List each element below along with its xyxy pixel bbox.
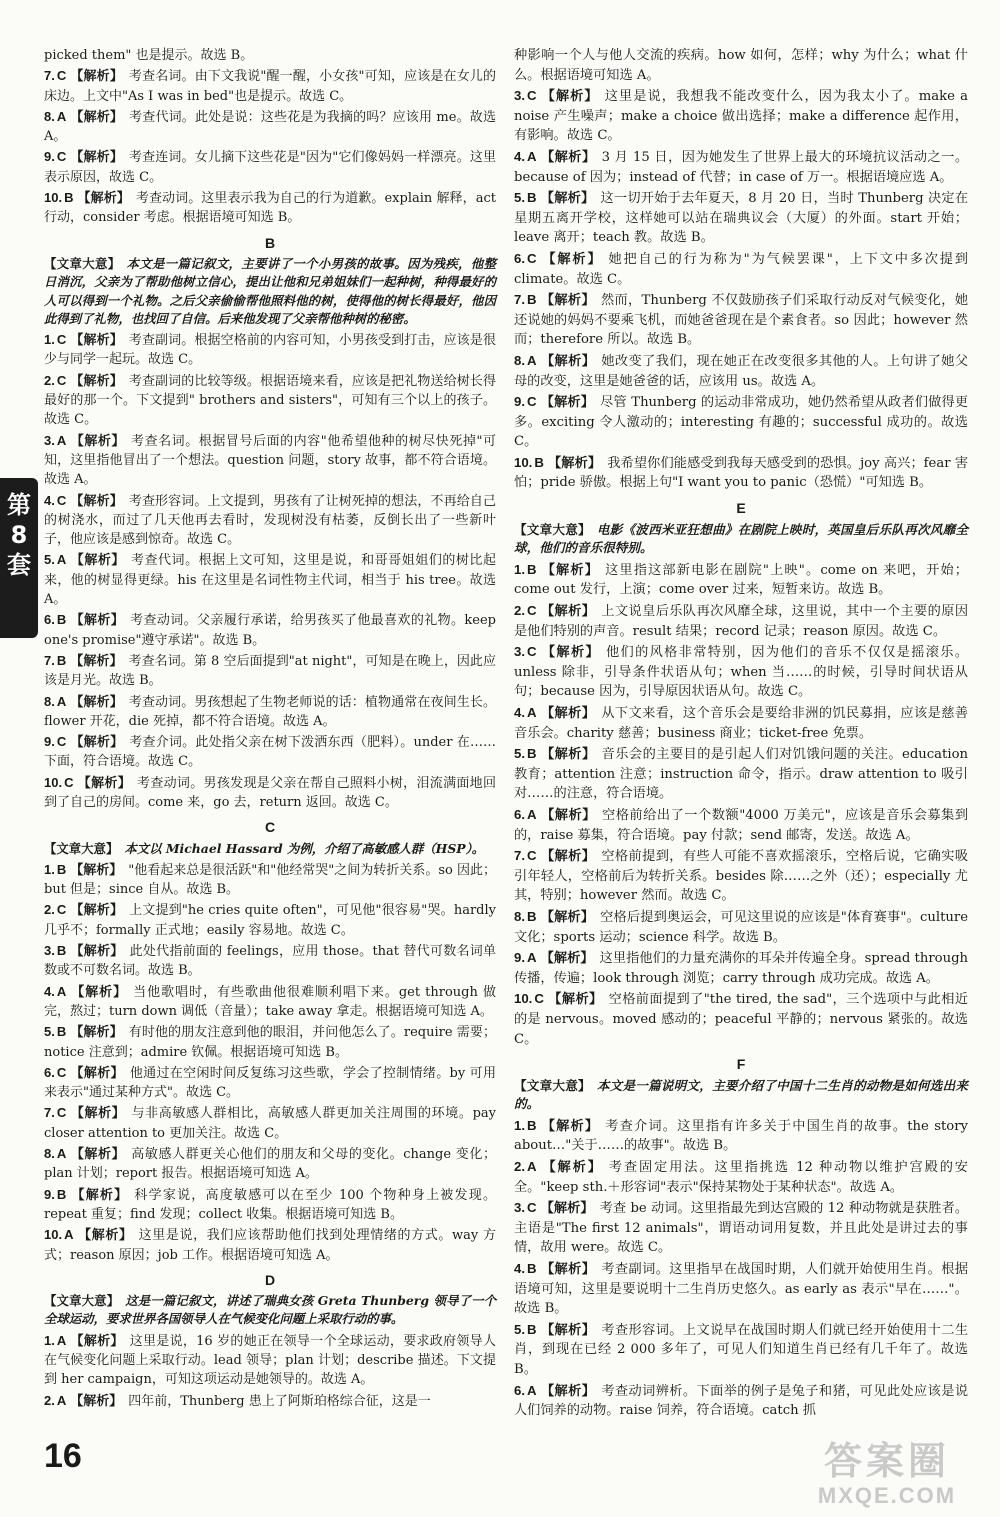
answer-item (514, 703, 968, 743)
analysis-tag: 【解析】 (540, 251, 603, 267)
item-number: 3. (44, 943, 55, 959)
analysis-text: 上文提到"he cries quite often"，可见他"很容易"哭。hardly 几乎不；formally 正式地；easily 容易地。故选 C。 (44, 903, 496, 938)
answer-letter: C (56, 492, 67, 508)
set-char-3: 套 (7, 551, 31, 579)
analysis-tag: 【解析】 (70, 150, 123, 166)
analysis-tag: 【解析】 (70, 694, 123, 710)
summary-text: 这是一篇记叙文，讲述了瑞典女孩 Greta Thunberg 领导了一个全球运动，要求世界各国领导人在气候变化问题上采取行动的事。 (44, 1293, 497, 1327)
article-summary (44, 840, 496, 858)
continued-text: picked them" 也是提示。故选 B。 (44, 48, 254, 63)
answer-letter: C (527, 1200, 537, 1216)
answer-item (514, 642, 968, 702)
article-summary (514, 1077, 968, 1114)
answer-letter: B (527, 1261, 537, 1277)
summary-text: 电影《波西米亚狂想曲》在剧院上映时，英国皇后乐队再次风靡全球，他们的音乐很特别。 (514, 521, 969, 556)
watermark-logo (792, 1440, 982, 1512)
answer-letter: A (56, 1392, 67, 1408)
item-number: 9. (514, 950, 525, 966)
answer-letter: C (56, 734, 67, 750)
answer-item (514, 351, 968, 391)
answer-item (44, 1391, 496, 1411)
item-number: 7. (514, 292, 525, 308)
analysis-tag: 【解析】 (540, 1322, 596, 1338)
summary-text: 本文以 Michael Hassard 为例，介绍了高敏感人群（HSP）。 (124, 840, 485, 856)
item-number: 6. (514, 806, 525, 822)
analysis-tag: 【解析】 (547, 455, 602, 471)
analysis-tag: 【解析】 (70, 944, 124, 960)
analysis-text: 考查动词。男孩发现是父亲在帮自己照料小树，泪流满面地回到了自己的房间。come 来，go 去，return 返回。故选 C。 (44, 775, 496, 810)
section-heading: E (736, 500, 746, 517)
analysis-tag: 【解析】 (70, 333, 123, 349)
analysis-tag: 【解析】 (70, 862, 123, 878)
item-number: 3. (514, 644, 525, 660)
answer-item (514, 86, 968, 146)
answer-letter: B (56, 612, 67, 628)
answer-letter: A (56, 1332, 67, 1348)
analysis-text: 音乐会的主要目的是引起人们对饥饿问题的关注。education 教育；attention 注意；instruction 命令，指示。draw attention to 吸引对……的注意，符合语境。 (514, 747, 968, 802)
analysis-text: 这里是说，我想我不能改变什么，因为我太小了。make a noise 产生噪声；make a choice 做出选择；make a difference 起作用，有影响。故选 C。 (514, 89, 969, 144)
item-number: 4. (44, 492, 55, 508)
analysis-text: 考查固定用法。这里指挑选 12 种动物以维护宫殿的安全。"keep sth.＋形容词"表示"保持某物处于某种状态"。故选 A。 (514, 1160, 968, 1195)
summary-text: 本文是一篇记叙文，主要讲了一个小男孩的故事。因为残疾，他整日消沉，父亲为了帮助他树立信心，提出让他和兄弟姐妹们一起种树，种得最好的人可以得到一个礼物。之后父亲偷偷帮他照料他的树，使得他的树长得最好，他因此得到了礼物，也找回了自信。后来他发现了父亲帮他种树的秘密。 (44, 255, 497, 326)
analysis-tag: 【解析】 (70, 1187, 129, 1203)
item-number: 2. (514, 1159, 525, 1175)
answer-item (44, 330, 496, 370)
analysis-text: 考查名词。第 8 空后面提到"at night"，可知是在晚上，因此应该是月光。故选 B。 (44, 653, 496, 689)
summary-tag: 【文章大意】 (44, 1293, 120, 1309)
answer-item (44, 550, 496, 609)
analysis-text: 考查副词。这里指早在战国时期，人们就开始使用生肖。根据语境可知，这里是要说明十二生肖历史悠久。as early as 表示"早在……"。故选 B。 (514, 1262, 969, 1317)
answer-letter: A (56, 108, 67, 124)
item-number: 1. (44, 1332, 55, 1348)
analysis-text: 考查介词。这里指有许多关于中国生肖的故事。the story about…"关于……的故事"。故选 B。 (514, 1118, 968, 1154)
answer-item (514, 1259, 968, 1319)
analysis-text: 此处代指前面的 feelings，应用 those。that 替代可数名词单数或不可数名词。故选 B。 (44, 944, 496, 979)
answer-item (44, 900, 496, 940)
analysis-text: 考查连词。女儿摘下这些花是"因为"它们像妈妈一样漂亮。这里表示原因，故选 C。 (44, 150, 496, 185)
item-number: 1. (44, 332, 55, 348)
analysis-text: 3 月 15 日，因为她发生了世界上最大的环境抗议活动之一。because of 因为；instead of 代替；in case of 万一。根据语境应选 A。 (514, 149, 969, 185)
item-number: 9. (44, 149, 55, 165)
analysis-text: 考查动词。父亲履行承诺，给男孩买了他最喜欢的礼物。keep one's promise"遵守承诺"。故选 B。 (44, 613, 496, 648)
section-heading: C (264, 819, 276, 836)
answer-item (44, 431, 496, 490)
analysis-tag: 【解析】 (540, 604, 596, 620)
analysis-text: 这里是说，16 岁的她正在领导一个全球运动，要求政府领导人在气候变化问题上采取行动。lead 领导；plan 计划；describe 描述。下文提到 her campaign，可知这项运动是她领导的。故选 A。 (44, 1333, 496, 1388)
answer-letter: C (527, 603, 537, 619)
answer-item (44, 982, 496, 1022)
analysis-tag: 【解析】 (540, 191, 595, 207)
item-number: 8. (514, 908, 525, 924)
analysis-tag: 【解析】 (540, 1262, 596, 1278)
answer-item (514, 989, 968, 1049)
analysis-tag: 【解析】 (547, 992, 603, 1008)
item-number: 8. (44, 693, 55, 709)
answer-letter: C (56, 1064, 67, 1080)
analysis-tag: 【解析】 (77, 191, 130, 207)
answer-letter: A (56, 1146, 67, 1162)
item-number: 9. (514, 394, 525, 410)
item-number: 9. (44, 1186, 55, 1202)
item-number: 9. (44, 734, 55, 750)
analysis-tag: 【解析】 (77, 1228, 133, 1244)
answer-letter: B (527, 292, 537, 308)
answer-item (514, 392, 968, 452)
analysis-text: 空格前提到，有些人可能不喜欢摇滚乐，空格后说，它确实吸引年轻人，空格前后为转折关系。besides 除……之外（还）；especially 尤其，特别；however 然而。故选 C。 (514, 849, 969, 904)
analysis-text: 考查副词的比较等级。根据语境来看，应该是把礼物送给树长得最好的那一个。下文提到" brothers and sisters"，可知有三个以上的孩子。故选 C。 (44, 373, 496, 428)
analysis-text: 考查名词。由下文我说"醒一醒，小女孩"可知，应该是在女儿的床边。上文中"As I was in bed"也是提示。故选 C。 (44, 69, 496, 104)
analysis-text: 当他歌唱时，有些歌曲他很难顺利唱下来。get through 做完，熬过；turn down 调低（音量）；take away 拿走。根据语境可知选 A。 (44, 984, 496, 1019)
answer-letter: C (64, 774, 74, 790)
answer-letter: C (527, 644, 537, 660)
answer-item (44, 1331, 496, 1390)
summary-tag: 【文章大意】 (514, 1077, 591, 1093)
analysis-text: 空格后提到奥运会，可见这里说的应该是"体育赛事"。culture 文化；sports 运动；science 科学。故选 B。 (514, 909, 968, 945)
analysis-tag: 【解析】 (540, 1383, 596, 1399)
analysis-tag: 【解析】 (70, 373, 123, 389)
analysis-text: 考查代词。根据上文可知，这里是说，和哥哥姐姐们的树比起来，他的树显得更绿。his 在这里是名词性物主代词，相当于 his tree。故选 A。 (44, 553, 496, 608)
item-number: 4. (44, 983, 55, 999)
answer-letter: B (64, 190, 74, 206)
analysis-text: 考查动词。男孩想起了生物老师说的话：植物通常在夜间生长。flower 开花，die 死掉，都不符合语境。故选 A。 (44, 694, 496, 729)
answer-letter: B (527, 908, 537, 924)
analysis-tag: 【解析】 (70, 613, 125, 629)
item-number: 3. (44, 432, 55, 448)
answer-item (514, 846, 968, 906)
analysis-text: 这里指这部新电影在剧院"上映"。come on 来吧，开始；come out 发行，上演；come over 过来，短暂来访。故选 B。 (514, 562, 968, 598)
item-number: 5. (44, 1024, 55, 1040)
answer-letter: C (527, 394, 537, 410)
answer-item (514, 188, 968, 248)
analysis-text: 与非高敏感人群相比，高敏感人群更加关注周围的环境。pay closer attention to 更加关注。故选 C。 (44, 1106, 496, 1141)
analysis-tag: 【解析】 (540, 395, 595, 411)
answer-letter: B (527, 561, 537, 577)
set-number-tab (0, 478, 38, 638)
set-char-2: 8 (10, 521, 28, 549)
answer-letter: C (56, 332, 67, 348)
answer-item (514, 744, 968, 804)
item-number: 7. (44, 68, 55, 84)
answer-item (44, 941, 496, 981)
analysis-tag: 【解析】 (70, 553, 125, 569)
item-number: 2. (514, 603, 525, 619)
answer-letter: C (56, 1105, 67, 1121)
item-number: 7. (514, 848, 525, 864)
item-number: 10. (514, 991, 533, 1007)
answer-letter: C (56, 902, 67, 918)
answer-item (44, 651, 496, 691)
answer-item (44, 610, 496, 650)
item-number: 2. (44, 1392, 55, 1408)
answer-letter: B (56, 1024, 67, 1040)
analysis-text: 然而，Thunberg 不仅鼓励孩子们采取行动反对气候变化，她还说她的妈妈不要乘飞机，而她爸爸现在是个素食者。so 因此；however 然而；therefore 所以。故选 B。 (514, 293, 969, 348)
answer-item (514, 147, 968, 187)
answer-letter: B (527, 190, 537, 206)
analysis-text: 高敏感人群更关心他们的朋友和父母的变化。change 变化；plan 计划；report 报告。根据语境可知选 A。 (44, 1147, 496, 1182)
analysis-tag: 【解析】 (540, 1118, 600, 1134)
analysis-text: 上文说皇后乐队再次风靡全球，这里说，其中一个主要的原因是他们特别的声音。result 结果；record 记录；reason 原因。故选 C。 (514, 604, 969, 639)
item-number: 8. (44, 1146, 55, 1162)
answer-letter: A (56, 693, 67, 709)
analysis-tag: 【解析】 (540, 562, 600, 578)
article-summary (44, 1292, 496, 1329)
answer-letter: B (534, 454, 544, 470)
watermark-title: 答案圈 (823, 1441, 950, 1483)
item-number: 1. (514, 1117, 525, 1133)
analysis-text: 这一切开始于去年夏天，8 月 20 日，当时 Thunberg 决定在星期五离开学校，这样她可以站在瑞典议会（大厦）的外面。start 开始；leave 离开；teach 教。故选 B。 (514, 191, 969, 246)
answer-item (514, 948, 968, 988)
answer-item (44, 860, 496, 900)
answer-letter: A (527, 806, 537, 822)
analysis-text: 我希望你们能感受到我每天感受到的恐惧。joy 高兴；fear 害怕；pride 骄傲。根据上句"I want you to panic（恐慌）"可知选 B。 (514, 455, 969, 491)
summary-tag: 【文章大意】 (44, 840, 119, 856)
item-number: 10. (44, 1227, 63, 1243)
answer-item (44, 692, 496, 732)
analysis-text: 从下文来看，这个音乐会是要给非洲的饥民募捐，应该是慈善音乐会。charity 慈善；business 商业；ticket-free 免票。 (514, 706, 969, 741)
analysis-text: 这里指他们的力量充满你的耳朵并传遍全身。spread through 传播，传遍；look through 浏览；carry through 成功完成。故选 A。 (514, 951, 968, 986)
answer-item (514, 560, 968, 600)
analysis-text: 这里是说，我们应该帮助他们找到处理情绪的方式。way 方式；reason 原因；job 工作。根据语境可知选 A。 (44, 1228, 496, 1263)
summary-tag: 【文章大意】 (44, 255, 121, 271)
item-number: 7. (44, 652, 55, 668)
item-number: 2. (44, 902, 55, 918)
item-number: 1. (44, 861, 55, 877)
analysis-tag: 【解析】 (70, 1393, 123, 1409)
analysis-text: 她把自己的行为称为"为气候罢课"，上下文中多次提到 climate。故选 C。 (514, 251, 968, 287)
article-summary (44, 255, 496, 328)
answer-item (514, 907, 968, 947)
answer-item (44, 371, 496, 430)
analysis-text: 他们的风格非常特别，因为他们的音乐不仅仅是摇滚乐。unless 除非，引导条件状语从句；when 当……的时候，引导时间状语从句；because 因为，引导原因状语从句。故选 C。 (514, 645, 969, 700)
analysis-text: 考查名词。根据冒号后面的内容"他希望他种的树尽快死掉"可知，这里指他冒出了一个想法。question 问题，story 故事，都不符合语境。故选 A。 (44, 433, 496, 488)
item-number: 5. (514, 190, 525, 206)
analysis-tag: 【解析】 (70, 1147, 126, 1163)
answer-letter: A (527, 148, 537, 164)
answer-letter: C (56, 149, 67, 165)
analysis-text: 考查动词。这里表示我为自己的行为道歉。explain 解释，act 行动，consider 考虑。根据语境可知选 B。 (44, 191, 496, 226)
answer-letter: A (527, 1159, 537, 1175)
section-heading: B (264, 234, 276, 251)
answer-letter: A (56, 983, 67, 999)
analysis-tag: 【解析】 (540, 149, 596, 165)
analysis-text: 尽管 Thunberg 的运动非常成功，她仍然希望从政者们做得更多。exciting 令人激动的；interesting 有趣的；successful 成功的。故选 C。 (514, 395, 969, 450)
answer-letter: C (527, 88, 537, 104)
analysis-tag: 【解析】 (70, 653, 123, 669)
analysis-text: "他看起来总是很活跃"和"他经常哭"之间为转折关系。so 因此；but 但是；since 自从。故选 B。 (44, 862, 496, 898)
analysis-tag: 【解析】 (70, 1025, 123, 1041)
answer-item (514, 1320, 968, 1380)
answer-letter: B (56, 861, 67, 877)
answer-letter: A (64, 1227, 74, 1243)
item-number: 10. (44, 774, 63, 790)
answer-letter: C (527, 848, 537, 864)
answer-item (44, 1225, 496, 1265)
analysis-tag: 【解析】 (70, 984, 128, 1000)
analysis-tag: 【解析】 (540, 293, 595, 309)
answer-item (514, 601, 968, 641)
analysis-tag: 【解析】 (70, 69, 123, 85)
item-number: 3. (514, 88, 525, 104)
analysis-tag: 【解析】 (70, 433, 126, 449)
analysis-tag: 【解析】 (540, 909, 595, 925)
summary-tag: 【文章大意】 (514, 521, 591, 537)
analysis-text: 考查形容词。上文说早在战国时期人们就已经开始使用十二生肖，到现在已经 2 000 多年了，可见人们知道生肖已经有几千年了。故选 B。 (514, 1322, 969, 1377)
analysis-text: 科学家说，高度敏感可以在至少 100 个物种身上被发现。repeat 重复；find 发现；collect 收集。根据语境可知选 B。 (44, 1187, 496, 1222)
answer-letter: B (527, 1321, 537, 1337)
answer-item (514, 290, 968, 350)
item-number: 1. (514, 561, 525, 577)
analysis-tag: 【解析】 (540, 89, 599, 105)
page-number: 16 (44, 1437, 82, 1475)
answer-letter: B (56, 1186, 67, 1202)
answer-item (44, 1063, 496, 1103)
answer-item (44, 107, 496, 147)
answer-item (44, 1103, 496, 1143)
answer-item (44, 1022, 496, 1062)
answer-item (514, 1157, 968, 1197)
analysis-tag: 【解析】 (540, 747, 596, 763)
answer-item (44, 188, 496, 228)
answer-item (44, 1144, 496, 1184)
answer-letter: B (527, 1117, 537, 1133)
answer-letter: A (527, 950, 537, 966)
answer-item (44, 147, 496, 187)
section-heading: F (736, 1056, 746, 1073)
analysis-tag: 【解析】 (540, 1201, 594, 1217)
answer-item (514, 249, 968, 289)
answer-letter: B (56, 943, 67, 959)
item-number: 6. (514, 250, 525, 266)
answer-letter: C (527, 250, 537, 266)
analysis-tag: 【解析】 (540, 645, 601, 661)
answer-letter: A (527, 352, 537, 368)
answer-letter: B (527, 746, 537, 762)
item-number: 4. (514, 1261, 525, 1277)
item-number: 6. (44, 612, 55, 628)
analysis-tag: 【解析】 (540, 1160, 603, 1176)
answer-item (44, 1185, 496, 1225)
answer-letter: C (534, 991, 544, 1007)
set-char-1: 第 (7, 491, 31, 519)
analysis-text: 空格前给出了一个数额"4000 万美元"，应该是音乐会募集到的，raise 募集，符合语境。pay 付款；send 邮寄，发送。故选 A。 (514, 807, 969, 843)
analysis-text: 考查动词辨析。下面举的例子是兔子和猪，可见此处应该是说人们饲养的动物。raise 饲养，符合语境。catch 抓 (514, 1383, 969, 1419)
analysis-text: 她改变了我们，现在她正在改变很多其他的人。上句讲了她父母的改变，这里是她爸爸的话，应该用 us。故选 A。 (514, 353, 969, 389)
analysis-tag: 【解析】 (540, 706, 596, 721)
analysis-tag: 【解析】 (70, 735, 124, 751)
analysis-text: 他通过在空闲时间反复练习这些歌，学会了控制情绪。by 可用来表示"通过某种方式"。故选 C。 (44, 1065, 496, 1101)
answer-item (44, 491, 496, 550)
answer-item (44, 773, 496, 813)
answer-item (44, 66, 496, 106)
summary-text: 本文是一篇说明文，主要介绍了中国十二生肖的动物是如何选出来的。 (514, 1077, 969, 1112)
analysis-text: 考查副词。根据空格前的内容可知，小男孩受到打击，应该是很少与同学一起玩。故选 C。 (44, 333, 496, 368)
analysis-tag: 【解析】 (540, 951, 594, 967)
answer-item (514, 805, 968, 845)
article-summary (514, 521, 968, 558)
analysis-text: 空格前面提到了"the tired, the sad"，三个选项中与此相近的是 nervous。moved 感动的；peaceful 平静的；nervous 紧张的。故选 C。 (514, 992, 969, 1047)
item-number: 10. (44, 190, 63, 206)
analysis-tag: 【解析】 (70, 493, 123, 509)
item-number: 5. (514, 1321, 525, 1337)
continued-text: 种影响一个人与他人交流的疾病。how 如何，怎样；why 为什么；what 什么。根据语境可知选 A。 (514, 48, 968, 83)
analysis-tag: 【解析】 (540, 807, 596, 823)
answer-letter: C (56, 68, 67, 84)
item-number: 7. (44, 1105, 55, 1121)
analysis-tag: 【解析】 (70, 1106, 126, 1122)
analysis-tag: 【解析】 (70, 903, 124, 919)
analysis-text: 考查代词。此处是说：这些花是为我摘的吗？应该用 me。故选 A。 (44, 109, 496, 145)
left-column (44, 46, 496, 1412)
analysis-text: 考查介词。此处指父亲在树下泼洒东西（肥料）。under 在……下面，符合语境。故选 C。 (44, 735, 496, 770)
analysis-tag: 【解析】 (70, 1333, 124, 1349)
analysis-tag: 【解析】 (540, 849, 596, 865)
analysis-tag: 【解析】 (70, 109, 124, 125)
item-number: 5. (44, 552, 55, 568)
answer-item (514, 1381, 968, 1421)
item-number: 3. (514, 1200, 525, 1216)
analysis-tag: 【解析】 (77, 775, 132, 791)
item-number: 6. (44, 1064, 55, 1080)
watermark-url: MXQE.COM (817, 1483, 957, 1508)
right-column (514, 46, 968, 1422)
analysis-tag: 【解析】 (70, 1065, 124, 1081)
answer-letter: A (527, 1382, 537, 1398)
item-number: 8. (514, 352, 525, 368)
analysis-text: 考查形容词。上文提到，男孩有了让树死掉的想法，不再给自己的树浇水，而过了几天他再去看时，发现树没有枯萎，反倒长出了一些新叶子，他应该是感到惊奇。故选 C。 (44, 493, 496, 548)
item-number: 6. (514, 1382, 525, 1398)
analysis-text: 四年前，Thunberg 患上了阿斯珀格综合征，这是一 (128, 1393, 431, 1409)
item-number: 4. (514, 705, 525, 720)
answer-item (44, 732, 496, 772)
item-number: 5. (514, 746, 525, 762)
analysis-tag: 【解析】 (540, 353, 596, 369)
answer-item (514, 1116, 968, 1156)
answer-item (514, 1198, 968, 1258)
item-number: 10. (514, 454, 533, 470)
item-number: 2. (44, 372, 55, 388)
answer-letter: B (56, 652, 67, 668)
item-number: 8. (44, 108, 55, 124)
section-heading: D (264, 1271, 276, 1288)
answer-letter: A (527, 705, 537, 720)
answer-letter: A (56, 432, 67, 448)
answer-letter: C (56, 372, 67, 388)
answer-letter: A (56, 552, 67, 568)
analysis-text: 考查 be 动词。这里指最先到达宫殿的 12 种动物就是获胜者。主语是"The first 12 animals"，谓语动词用复数，并且此处是讲过去的事情，故用 were。故选 C。 (514, 1201, 969, 1256)
item-number: 4. (514, 148, 525, 164)
analysis-text: 有时他的朋友注意到他的眼泪，并问他怎么了。require 需要；notice 注意到；admire 钦佩。根据语境可知选 B。 (44, 1025, 496, 1060)
answer-item (514, 453, 968, 493)
